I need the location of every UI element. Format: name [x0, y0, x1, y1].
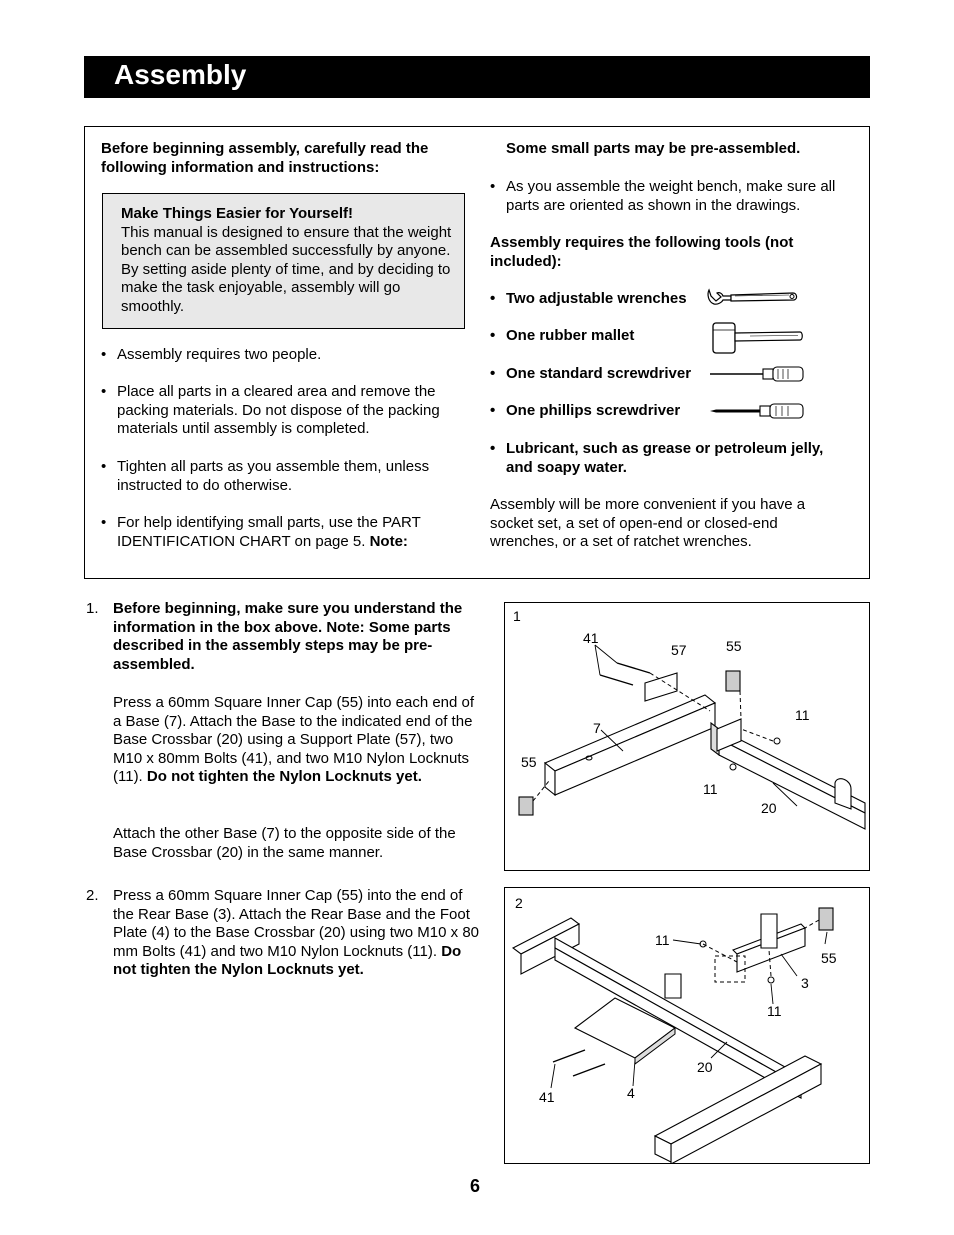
callout-11: 11 — [795, 707, 810, 723]
tool-label: Lubricant, such as grease or petroleum jelly, and soapy water. — [506, 440, 824, 476]
step-2-paragraph — [113, 887, 481, 980]
callout-41: 41 — [539, 1089, 555, 1105]
callout-55: 55 — [821, 950, 837, 966]
figure-label: 2 — [515, 895, 523, 911]
bullet-text — [117, 514, 457, 551]
section-title: Assembly — [114, 59, 247, 90]
bolts — [600, 663, 650, 685]
callout-7: 7 — [593, 720, 601, 736]
section-header-bar — [84, 56, 870, 98]
inner-cap — [819, 908, 833, 930]
step-1-intro: Before beginning, make sure you understand the information in the box above. Note: Some parts described in the assembly steps may be pre-assembled. — [113, 600, 463, 673]
step-number: 2. — [86, 887, 99, 904]
easier-heading: Make Things Easier for Yourself! — [121, 205, 354, 222]
bullet-text: Tighten all parts as you assemble them, unless instructed to do otherwise. — [117, 458, 430, 494]
easier-body: This manual is designed to ensure that the weight bench can be assembled successfully by anyone. By setting aside plenty of time, and by deciding to make the task enjoyable, assembly will go smoothly. — [121, 223, 452, 315]
callout-55: 55 — [521, 754, 537, 770]
convenience-text: Assembly will be more convenient if you have a socket set, a set of open-end or closed-end wrenches, or a set of ratchet wrenches. — [490, 496, 806, 551]
page-number: 6 — [470, 1176, 481, 1196]
callout-11: 11 — [655, 932, 670, 948]
intro-text: Before beginning assembly, carefully read the following information and instructions: — [101, 140, 429, 176]
step-1-paragraph — [113, 694, 481, 787]
bolts — [553, 1050, 605, 1076]
phillips-screwdriver-icon — [708, 401, 808, 421]
step-1-text: Press a 60mm Square Inner Cap (55) into each end of a Base (7). Attach the Base to the indicated end of the Base Crossbar (20) using a Support Plate (57), two M10 x 80mm Bolts (41), and two M10 Nylon Locknuts (11). — [113, 694, 475, 786]
locknut — [730, 764, 736, 770]
support-plate — [645, 673, 677, 701]
locknut — [774, 738, 780, 744]
base-tube — [545, 695, 715, 795]
step-2-text: Press a 60mm Square Inner Cap (55) into the end of the Rear Base (3). Attach the Rear Base and the Foot Plate (4) to the Base Crossbar (20) using two M10 x 80 mm Bolts (41) and two M10 Nylon Locknuts (11). — [113, 887, 480, 960]
front-base-tube — [655, 1056, 821, 1163]
tool-label: Two adjustable wrenches — [506, 290, 687, 307]
bullet-text: Assembly requires two people. — [117, 346, 322, 363]
step-2-warning: Do not tighten the Nylon Locknuts yet. — [113, 942, 462, 979]
figure-1-drawing — [505, 603, 869, 870]
inner-cap — [726, 671, 740, 691]
callout-11: 11 — [767, 1003, 782, 1019]
step-number: 1. — [86, 600, 99, 617]
step-1-paragraph-2: Attach the other Base (7) to the opposite side of the Base Crossbar (20) in the same manner. — [113, 825, 456, 861]
tools-heading: Assembly requires the following tools (not included): — [490, 234, 794, 270]
mallet-icon — [710, 320, 805, 356]
preassembled-text: Some small parts may be pre-assembled. — [506, 140, 801, 157]
bullet-text: As you assemble the weight bench, make sure all parts are oriented as shown in the drawings. — [506, 178, 836, 214]
standard-screwdriver-icon — [708, 364, 808, 384]
tool-label: One rubber mallet — [506, 327, 635, 344]
callout-41: 41 — [583, 630, 599, 646]
inner-cap — [519, 797, 533, 815]
callout-20: 20 — [761, 800, 777, 816]
figure-2-diagram — [504, 887, 870, 1164]
callout-11: 11 — [703, 781, 718, 797]
locknut — [768, 977, 774, 983]
figure-1-diagram — [504, 602, 870, 871]
note-label: Note: — [369, 532, 408, 550]
step-1-warning: Do not tighten the Nylon Locknuts yet. — [146, 768, 422, 786]
callout-57: 57 — [671, 642, 687, 658]
bullet-text: Place all parts in a cleared area and remove the packing materials. Do not dispose of the packing materials until assembly is completed. — [117, 383, 440, 438]
callout-20: 20 — [697, 1059, 713, 1075]
easier-callout-text — [121, 205, 456, 317]
tool-label: One phillips screwdriver — [506, 402, 681, 419]
figure-2-drawing — [505, 888, 869, 1163]
tool-label: One standard screwdriver — [506, 365, 692, 382]
callout-3: 3 — [801, 975, 809, 991]
bullet-text-main: For help identifying small parts, use the PART IDENTIFICATION CHART on page 5. — [117, 514, 421, 550]
figure-label: 1 — [513, 608, 521, 624]
callout-55: 55 — [726, 638, 742, 654]
callout-4: 4 — [627, 1085, 635, 1101]
wrench-icon — [705, 284, 800, 312]
